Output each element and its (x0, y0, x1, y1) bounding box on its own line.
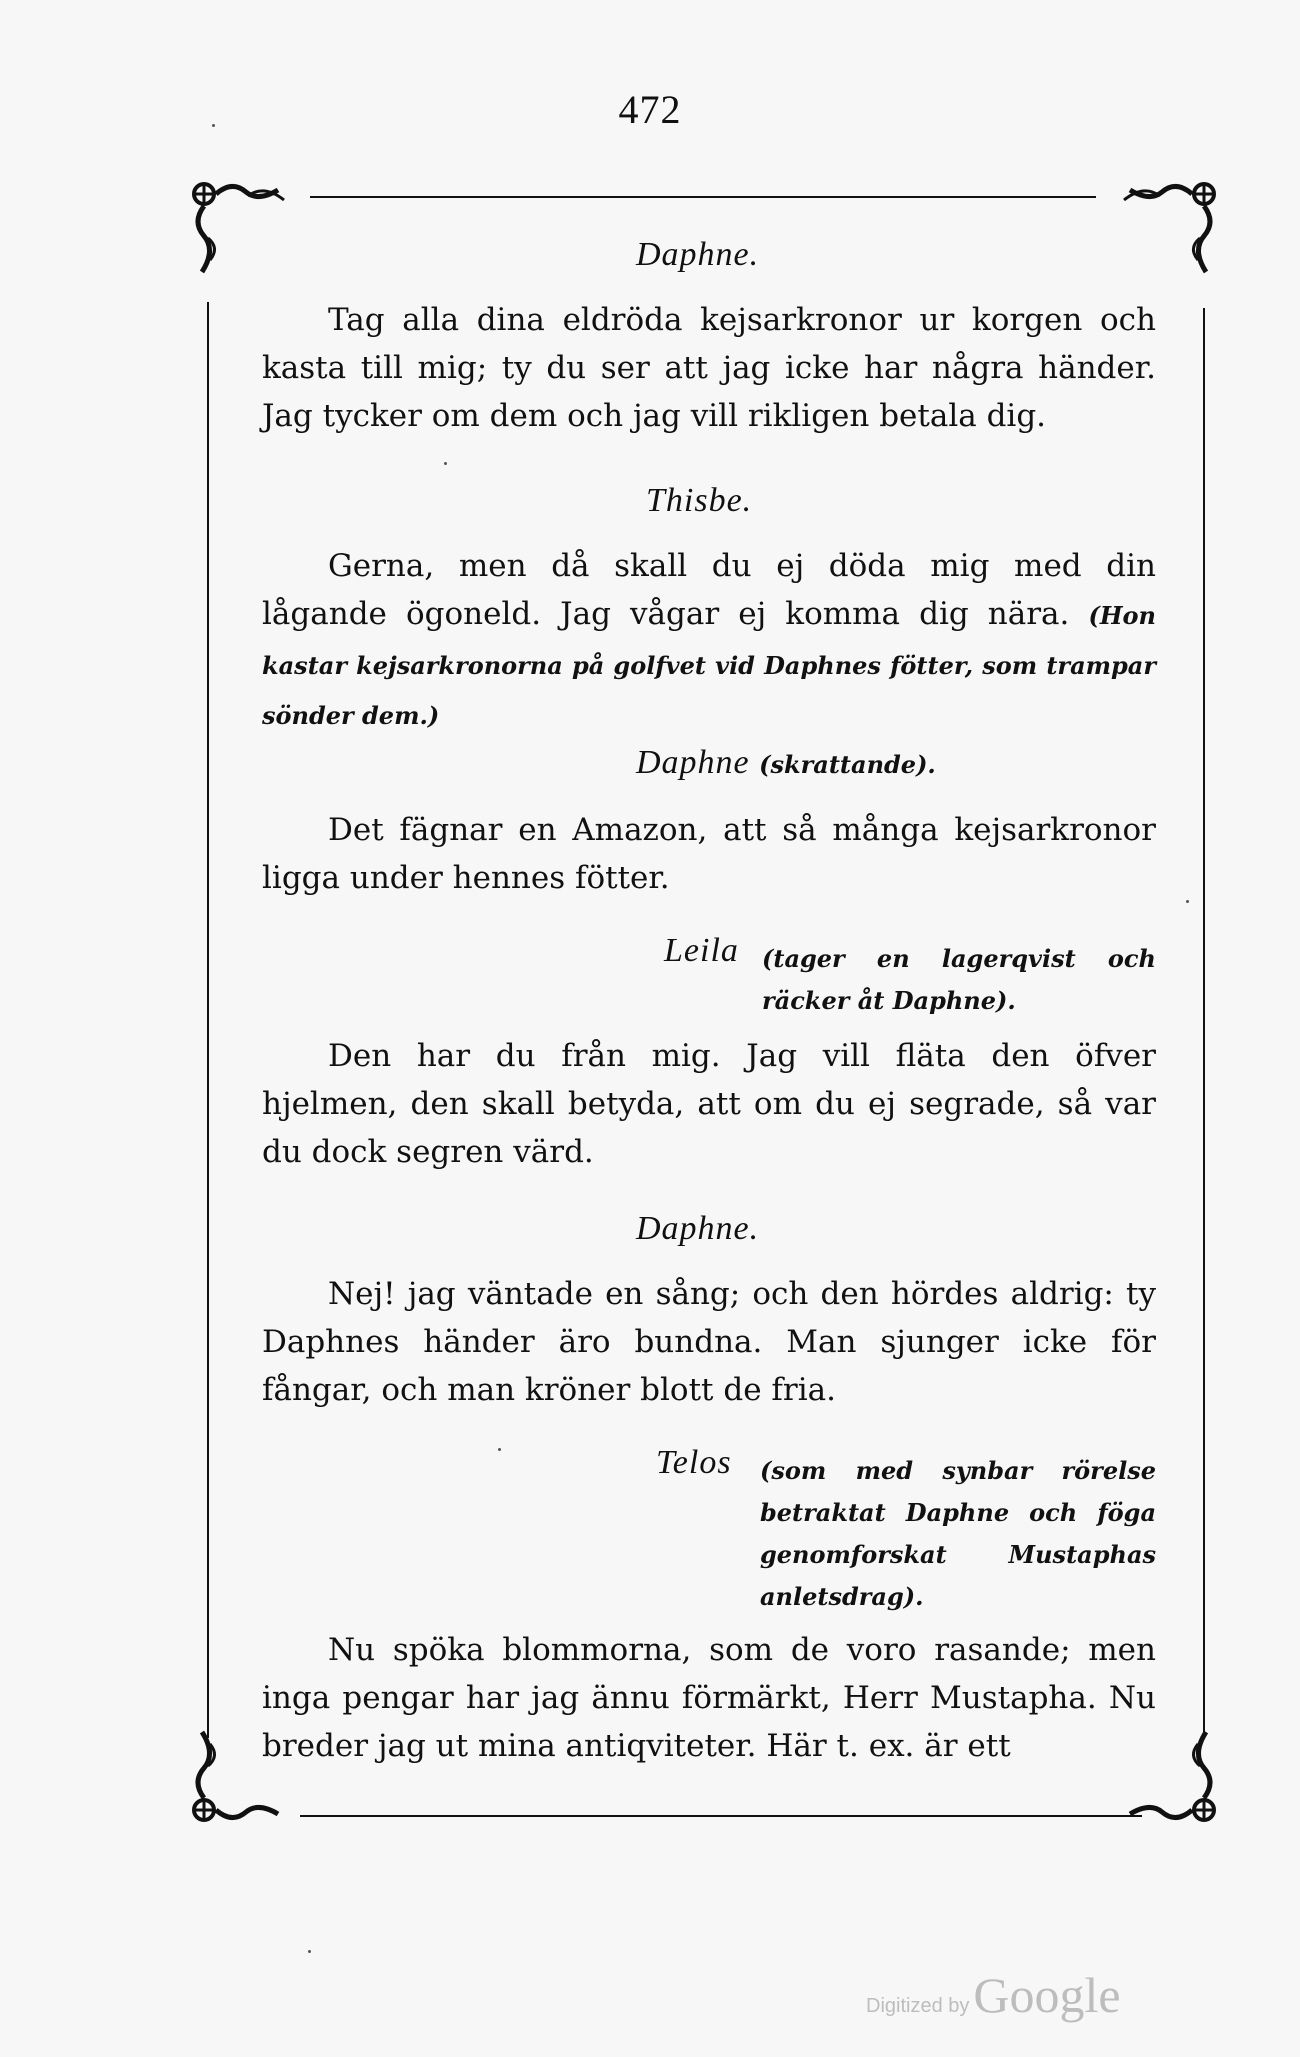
scan-speck (1186, 900, 1189, 903)
stage-direction: (som med synbar rörelse betraktat Daphne och föga genomforskat Mustaphas anletsdrag). (760, 1456, 1156, 1611)
speaker-heading: Daphne. (636, 1210, 760, 1247)
frame-bottom-rule (300, 1815, 1142, 1817)
google-logo: Google (973, 1967, 1121, 2023)
scan-speck (308, 1950, 311, 1953)
speaker-heading: Thisbe. (646, 482, 753, 519)
stage-direction: (Hon kastar kejsarkronorna på golfvet vid Daphnes fötter, som trampar sönder dem.) (262, 601, 1156, 730)
dialogue-paragraph: Det fägnar en Amazon, att så många kejsarkronor ligga under hennes fötter. (262, 812, 1156, 896)
speaker-name: Daphne (636, 744, 750, 781)
dialogue-paragraph: Den har du från mig. Jag vill fläta den öfver hjelmen, den skall betyda, att om du ej segrade, så var du dock segren värd. (262, 1038, 1156, 1170)
dialogue-text: Gerna, men då skall du ej döda mig med din lågande ögoneld. Jag vågar ej komma dig nära. (262, 548, 1156, 632)
frame-left-rule (207, 302, 209, 1738)
frame-right-rule (1203, 308, 1205, 1738)
dialogue-paragraph (262, 542, 1156, 740)
speaker-name: Telos (656, 1444, 732, 1481)
scan-speck (498, 1448, 501, 1451)
speaker-heading: Daphne. (636, 236, 760, 273)
scan-speck (444, 462, 447, 465)
scan-speck (212, 124, 215, 127)
speaker-heading (636, 744, 936, 782)
dialogue-paragraph: Nu spöka blommorna, som de voro rasande; men inga pengar har jag ännu förmärkt, Herr Mustapha. Nu breder jag ut mina antiqviteter. Här t. ex. är ett (262, 1632, 1156, 1764)
frame-top-rule (310, 196, 1096, 198)
stage-direction: (skrattande). (759, 750, 936, 779)
page-number: 472 (618, 87, 682, 132)
stage-direction: (tager en lagerqvist och räcker åt Daphne). (762, 944, 1156, 1015)
dialogue-paragraph: Tag alla dina eldröda kejsarkronor ur korgen och kasta till mig; ty du ser att jag icke har några händer. Jag tycker om dem och jag vill rikligen betala dig. (262, 302, 1156, 434)
corner-ornament-top-left-icon (188, 176, 298, 284)
dialogue-paragraph: Nej! jag väntade en sång; och den hördes aldrig: ty Daphnes händer äro bundna. Man sjunger icke för fångar, och man kröner blott de fria. (262, 1276, 1156, 1408)
digitized-by-label: Digitized by (866, 1995, 970, 2017)
corner-ornament-top-right-icon (1110, 176, 1220, 284)
speaker-name: Leila (664, 932, 739, 969)
digitized-by-watermark (866, 1966, 1121, 2024)
